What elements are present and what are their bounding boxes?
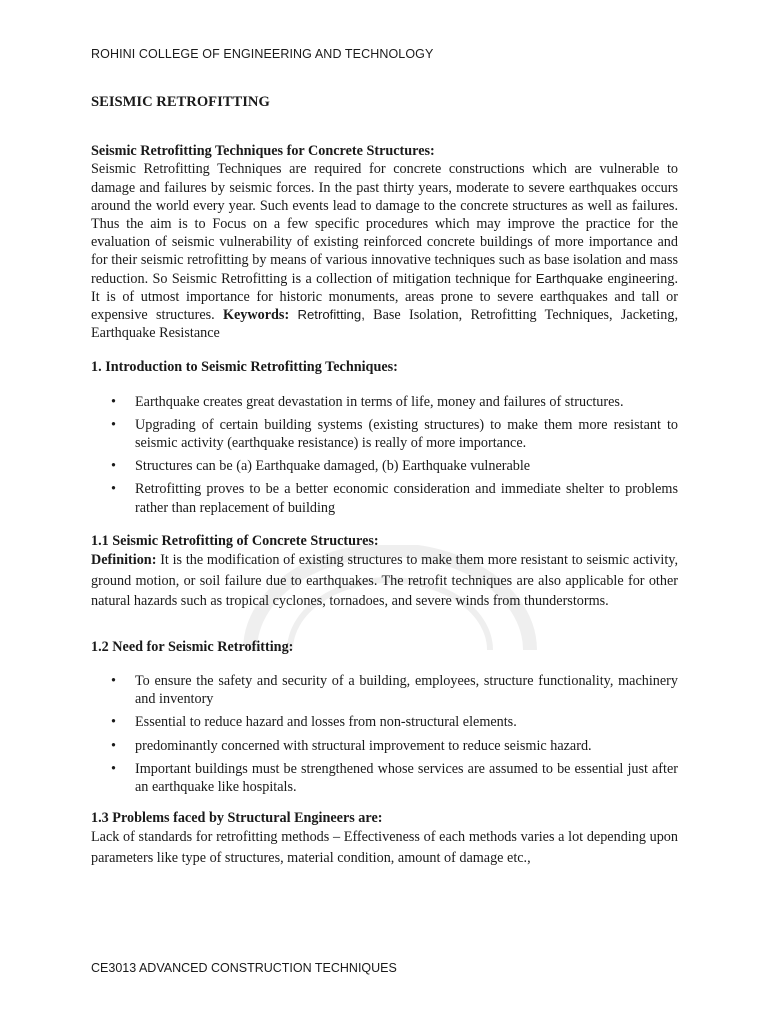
problems-paragraph: Lack of standards for retrofitting methods – Effectiveness of each methods varies a lot depending upon parameters like type of structures, material condition, amount of damage etc., xyxy=(91,829,678,867)
list-item: • Upgrading of certain building systems (existing structures) to make them more resistant to seismic activity (earthquake resistance) is really of more importance. xyxy=(111,416,678,452)
bullet: • xyxy=(111,714,116,731)
definition-paragraph: Definition: It is the modification of existing structures to make them more resistant to seismic activity, ground motion, or soil failure due to earthquakes. The retrofit techniques are also applicable for other natural hazards such as tropical cyclones, tornadoes, and severe winds from thunderstorms. xyxy=(91,552,678,610)
list-item: • To ensure the safety and security of a building, employees, structure functionality, machinery and inventory xyxy=(111,673,678,708)
list-item: • Earthquake creates great devastation in terms of life, money and failures of structures. xyxy=(111,393,624,410)
page-header: ROHINI COLLEGE OF ENGINEERING AND TECHNOLOGY xyxy=(91,47,434,61)
page-footer: CE3013 ADVANCED CONSTRUCTION TECHNIQUES xyxy=(91,961,397,975)
intro-paragraph: Seismic Retrofitting Techniques are required for concrete constructions which are vulnerable to damage and failures by seismic forces. In the past thirty years, moderate to severe earthquakes occurs around the world every year. Such events lead to damage to the concrete structures as well as failures. Thus the aim is to Focus on a few specific procedures which may improve the practice for the evaluation of seismic vulnerability of existing reinforced concrete buildings of more importance and for their seismic retrofitting by means of various innovative techniques such as base isolation and mass reduction. So Seismic Retrofitting is a collection of mitigation technique for Earthquake engineering. It is of utmost importance for historic monuments, areas prone to severe earthquakes and tall or expensive structures. Keywords: Retrofitting, Base Isolation, Retrofitting Techniques, Jacketing, Earthquake Resistance xyxy=(91,161,679,342)
earthquake-link[interactable]: Earthquake xyxy=(535,270,604,286)
bullet: • xyxy=(111,458,116,475)
section-heading: 1.1 Seismic Retrofitting of Concrete Structures: xyxy=(91,532,379,549)
section-heading: Seismic Retrofitting Techniques for Concrete Structures: xyxy=(91,143,435,160)
keywords-label: Keywords: xyxy=(222,307,290,324)
list-item: • Essential to reduce hazard and losses from non-structural elements. xyxy=(111,714,517,731)
section-heading: 1. Introduction to Seismic Retrofitting Techniques: xyxy=(91,359,398,376)
bullet: • xyxy=(111,416,116,433)
bullet: • xyxy=(111,760,116,777)
need-bullet-list xyxy=(91,672,678,796)
bullet: • xyxy=(111,673,116,690)
section-heading: 1.3 Problems faced by Structural Engineers are: xyxy=(91,810,383,827)
list-item: • predominantly concerned with structural improvement to reduce seismic hazard. xyxy=(111,737,592,754)
list-item: • Important buildings must be strengthened whose services are assumed to be essential just after an earthquake like hospitals. xyxy=(111,760,678,796)
list-item: • Structures can be (a) Earthquake damaged, (b) Earthquake vulnerable xyxy=(111,458,531,475)
document-title: SEISMIC RETROFITTING xyxy=(91,94,270,110)
list-item: • Retrofitting proves to be a better economic consideration and immediate shelter to problems rather than replacement of building xyxy=(111,481,678,516)
bullet: • xyxy=(111,481,116,498)
section-heading: 1.2 Need for Seismic Retrofitting: xyxy=(91,638,294,655)
bullet: • xyxy=(111,737,116,754)
document-body xyxy=(91,93,678,869)
intro-bullet-list xyxy=(91,393,678,517)
bullet: • xyxy=(111,393,116,410)
